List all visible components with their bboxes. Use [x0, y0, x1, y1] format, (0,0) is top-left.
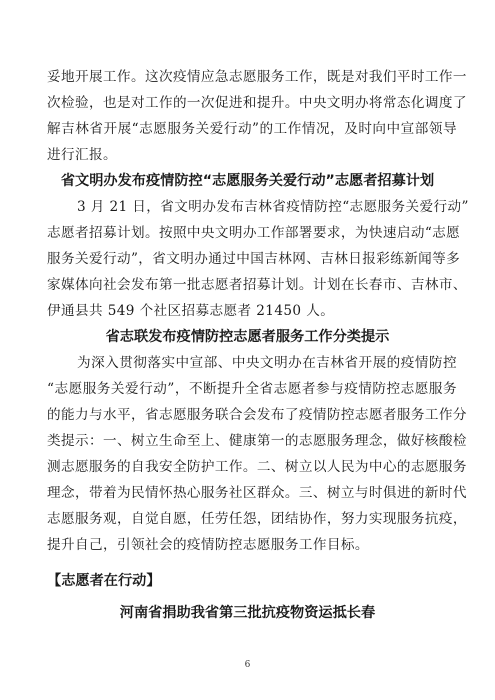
- paragraph-line: 服务关爱行动”，省文明办通过中国吉林网、吉林日报彩练新闻等多: [47, 251, 461, 267]
- paragraph-line: 进行汇报。: [47, 147, 117, 163]
- paragraph-line: 志愿者招募计划。按照中央文明办工作部署要求，为快速启动“志愿: [47, 225, 461, 241]
- paragraph-line: 的能力与水平，省志愿服务联合会发布了疫情防控志愿者服务工作分: [47, 407, 467, 423]
- paragraph-line: “志愿服务关爱行动”，不断提升全省志愿者参与疫情防控志愿服务: [47, 381, 457, 397]
- paragraph-line: 伊通县共 549 个社区招募志愿者 21450 人。: [47, 303, 335, 319]
- paragraph-line: 志愿服务观，自觉自愿，任劳任怨，团结协作，努力实现服务抗疫，: [47, 511, 467, 527]
- paragraph-line: 理念，带着为民情怀热心服务社区群众。三、树立与时俱进的新时代: [47, 485, 467, 501]
- page-number: 6: [244, 660, 251, 670]
- paragraph-line: 3 月 21 日，省文明办发布吉林省疫情防控“志愿服务关爱行动”: [77, 199, 469, 215]
- paragraph-line: 妥地开展工作。这次疫情应急志愿服务工作，既是对我们平时工作一: [47, 69, 467, 85]
- paragraph-line: 测志愿服务的自我安全防护工作。二、树立以人民为中心的志愿服务: [47, 459, 467, 475]
- section-tag: 【志愿者在行动】: [47, 573, 161, 589]
- paragraph-line: 家媒体向社会发布第一批志愿者招募计划。计划在长春市、吉林市、: [47, 277, 467, 293]
- section-heading: 省志联发布疫情防控志愿者服务工作分类提示: [105, 329, 390, 345]
- paragraph-line: 解吉林省开展“志愿服务关爱行动”的工作情况，及时向中宣部领导: [47, 121, 457, 137]
- paragraph-line: 次检验，也是对工作的一次促进和提升。中央文明办将常态化调度了: [47, 95, 467, 111]
- paragraph-line: 为深入贯彻落实中宣部、中央文明办在吉林省开展的疫情防控: [77, 355, 457, 371]
- section-heading: 河南省捐助我省第三批抗疫物资运抵长春: [119, 605, 376, 621]
- paragraph-line: 类提示：一、树立生命至上、健康第一的志愿服务理念，做好核酸检: [47, 433, 467, 449]
- paragraph-line: 提升自己，引领社会的疫情防控志愿服务工作目标。: [47, 537, 369, 553]
- section-heading: 省文明办发布疫情防控“志愿服务关爱行动”志愿者招募计划: [60, 173, 435, 189]
